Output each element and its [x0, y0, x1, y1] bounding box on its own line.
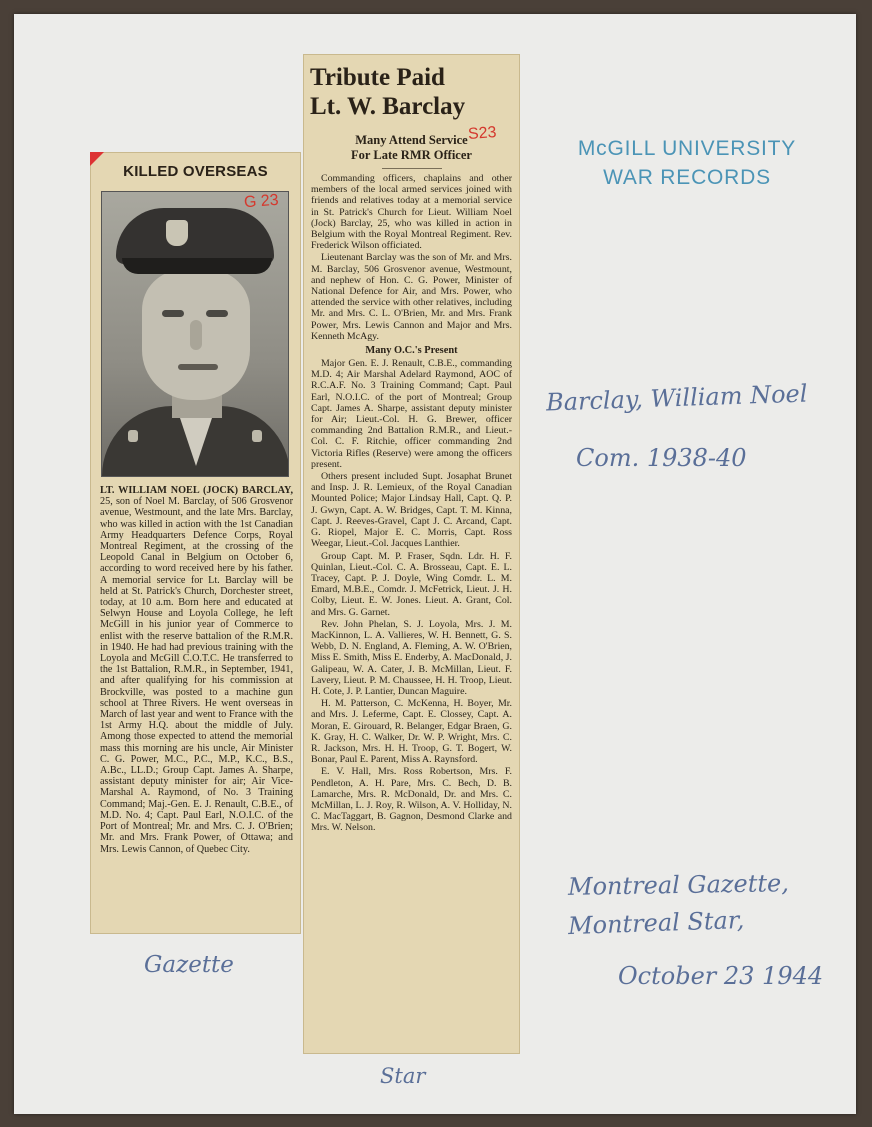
gazette-clipping [90, 152, 301, 934]
handwritten-date: October 23 1944 [618, 962, 824, 990]
article-para-7: H. M. Patterson, C. McKenna, H. Boyer, Mr. and Mrs. J. Leferme, Capt. E. Clossey, Capt. A. Moran, E. Girouard, R. Belanger, Edgar Braen, G. K. Gray, H. C. Walker, Dr. W. P. Wright, Mrs. C. R. Jackson, Mrs. H. H. Troop, G. T. Bogert, W. Bonar, Paul E. Parent, Miss A. Raynsford. [311, 698, 512, 766]
cap-badge-icon [166, 220, 188, 246]
article-title-line2: Lt. W. Barclay [310, 93, 466, 120]
handwritten-commission: Com. 1938-40 [576, 444, 747, 472]
handwritten-label-star: Star [380, 1064, 426, 1088]
article-para-1: Commanding officers, chaplains and other members of the local armed services joined with friends and relatives today at a memorial service in St. Patrick's Church for Lieut. William Noel (Jock) Barclay, 25, who was killed in action in Belgium with the Royal Montreal Regiment. Rev. Frederick Wilson officiated. [311, 173, 512, 252]
article-para-8: E. V. Hall, Mrs. Ross Robertson, Mrs. F. Pendleton, A. H. Pare, Mrs. C. Bech, D. B. Lamarche, Mrs. R. McDonald, Dr. and Mrs. C. McMillan, L. J. Roy, R. Wilson, A. V. Holliday, N. C. MacTaggart, B. Gagnon, Desmond Clarke and Mrs. W. Nelson. [311, 766, 512, 834]
archive-page [14, 14, 856, 1114]
red-corner-mark [90, 152, 104, 166]
article-para-2: Lieutenant Barclay was the son of Mr. and Mrs. M. Barclay, 506 Grosvenor avenue, Westmount, and nephew of Hon. C. G. Power, Minister of National Defence for Air, and Mrs. Power, who attended the service with other relatives, including Mr. and Mrs. C. L. O'Brien, Mr. and Mrs. Frank Power, Mrs. Lewis Cannon and Major and Mrs. Kenneth McAgy. [311, 252, 512, 342]
reference-mark-s23: S23 [467, 124, 497, 143]
section-heading: Many O.C.'s Present [365, 345, 458, 357]
war-records-stamp [542, 134, 832, 192]
handwritten-name: Barclay, William Noel [545, 379, 808, 417]
portrait-photo [101, 191, 289, 477]
stamp-line1: McGILL UNIVERSITY [577, 137, 797, 160]
article-para-5: Group Capt. M. P. Fraser, Sqdn. Ldr. H. F. Quinlan, Lieut.-Col. C. A. Brosseau, Capt. E. L. Tracey, Capt. P. J. Doyle, Wing Comdr. L. M. Emard, M.B.E., Comdr. J. McFetrick, Lieut. J. H. Colby, Lieut. E. W. Jones. Lieut. A. Grant, Col. and Mrs. G. Garnet. [311, 550, 512, 618]
handwritten-source-star: Montreal Star, [567, 905, 745, 941]
article-para-6: Rev. John Phelan, S. J. Loyola, Mrs. J. M. MacKinnon, L. A. Vallieres, W. H. Bennett, G. S. Webb, D. N. England, A. Fleming, A. W. O'Brien, Miss E. Smith, Miss E. Enderby, A. MacDonald, J. Galipeau, W. A. Cater, J. B. McMillan, Lieut. F. Lavery, Lieut. P. M. Chaussee, H. H. Troop, Lieut. H. Cote, J. P. Lantier, Duncan Maguire. [311, 618, 512, 697]
article-title-line1: Tribute Paid [310, 64, 445, 91]
star-clipping [303, 54, 520, 1054]
obituary-body: 25, son of Noel M. Barclay, of 506 Grosvenor avenue, Westmount, and the late Mrs. Barclay, who was killed in action with the 1st Canadian Army Headquarters Defence Corps, Royal Montreal Regiment, at the crossing of the Leopold Canal in Belgium on October 6, according to word received here by his father. A memorial service for Lt. Barclay will be held at St. Patrick's Church, Dorchester street, today, at 10 a.m. Born here and educated at Selwyn House and Loyola College, he left McGill in his junior year of Commerce to enlist with the reserve battalion of the R.M.R. in 1940. He had had previous training with the Loyola and McGill C.O.T.C. He transferred to the 1st Battalion, R.M.R., in September, 1941, and after qualifying for his commission at Brockville, was posted to a machine gun school at Three Rivers. He went overseas in March of last year and went to France with the 1st Army H.Q. about the middle of July. Among those expected to attend the memorial mass this morning are his uncle, Air Minister C. G. Power, M.C., P.C., M.P., K.C., B.S., A.Bc., LL.D.; Group Capt. James A. Sharpe, assistant deputy minister for air; Air Vice-Marshal A. Raymond, of No. 3 Training Command; Maj.-Gen. E. J. Renault, C.B.E., of M.D. No. 4; Capt. Paul Earl, N.O.I.C. of the Port of Montreal; Mr. and Mrs. C. J. O'Brien; Mr. and Mrs. Frank Power, of Ottawa; and Mrs. Lewis Cannon, of Quebec City. [100, 496, 293, 855]
clipping-headline: KILLED OVERSEAS [123, 163, 268, 180]
obituary-text [100, 485, 293, 855]
subhead-line1: Many Attend Service [355, 133, 468, 147]
obituary-lead: LT. WILLIAM NOEL (JOCK) BARCLAY, [100, 485, 293, 496]
article-para-4: Others present included Supt. Josaphat Brunet and Insp. J. R. Lemieux, of the Royal Canadian Mounted Police; Major Lindsay Hall, Capt. Q. P. J. Gwyn, Capt. A. W. Bridges, Capt. T. M. Kinna, Capt. J. Reeves-Gravel, Capt J. C. Arcand, Capt. G. Riopel, Major E. C. Morris, Capt. Ross Weegar, Lieut.-Col. Jacques Lanthier. [311, 471, 512, 550]
subhead-line2: For Late RMR Officer [351, 148, 472, 162]
article-para-3: Major Gen. E. J. Renault, C.B.E., commanding M.D. 4; Air Marshal Adelard Raymond, AOC of R.C.A.F. No. 3 Training Command; Capt. Paul Earl, N.O.I.C. of the port of Montreal; Group Capt. James A. Sharpe, assistant deputy minister for Air; Lieut.-Col. H. G. Brewer, officer commanding 2nd Battalion R.M.R., and Lieut.-Col. C. F. Ritchie, officer commanding 2nd Victoria Rifles (Reserve) were among the officers present. [311, 358, 512, 470]
article-title [310, 63, 519, 121]
stamp-line2: WAR RECORDS [603, 166, 771, 189]
divider [382, 168, 442, 169]
handwritten-label-gazette: Gazette [144, 952, 234, 978]
reference-mark-g23: G 23 [243, 191, 280, 212]
handwritten-source-gazette: Montreal Gazette, [567, 869, 790, 901]
